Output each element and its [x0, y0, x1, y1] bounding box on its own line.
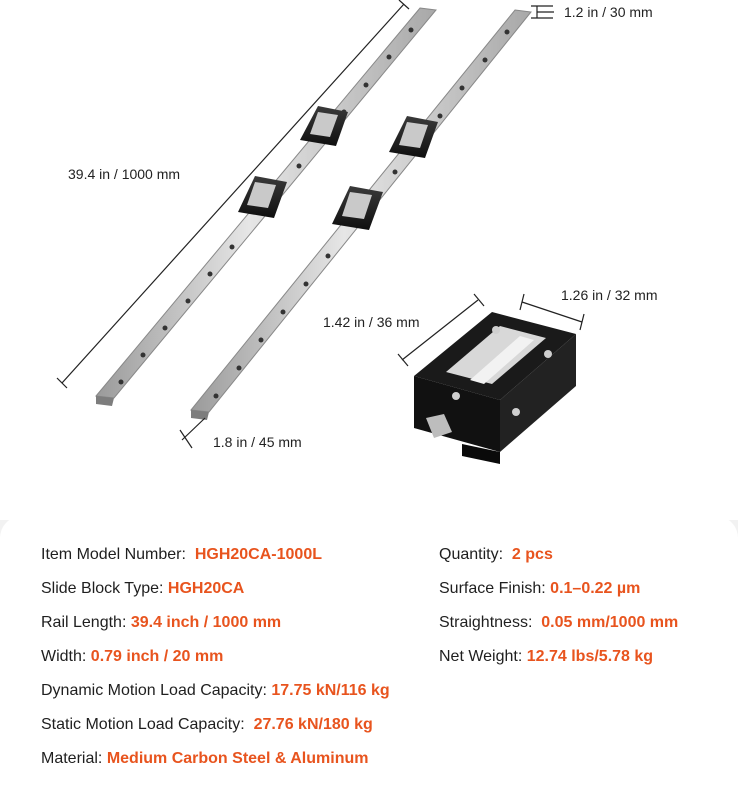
spec-straightness-label: Straightness: — [439, 614, 533, 631]
slide-block-detail — [414, 312, 576, 464]
spec-width — [41, 648, 223, 666]
spec-material-label: Material: — [41, 750, 103, 767]
spec-static-load-value: 27.76 kN/180 kg — [253, 716, 373, 733]
spec-block-type-label: Slide Block Type: — [41, 580, 164, 597]
spec-model-value: HGH20CA-1000L — [194, 546, 322, 563]
spec-net-weight-label: Net Weight: — [439, 648, 523, 665]
spec-material — [41, 750, 368, 768]
spec-net-weight — [439, 648, 653, 666]
spec-dynamic-load — [41, 682, 390, 700]
rail-width-dimension: 1.8 in / 45 mm — [213, 434, 302, 450]
spec-width-label: Width: — [41, 648, 87, 665]
block-width-dimension: 1.26 in / 32 mm — [561, 287, 658, 303]
spec-quantity-label: Quantity: — [439, 546, 504, 563]
spec-block-type — [41, 580, 244, 598]
spec-model — [41, 546, 322, 564]
block-length-dimension: 1.42 in / 36 mm — [323, 314, 420, 330]
spec-card — [0, 516, 738, 800]
spec-straightness-value: 0.05 mm/1000 mm — [541, 614, 679, 631]
spec-surface-finish-label: Surface Finish: — [439, 580, 546, 597]
slide-block-2b — [332, 186, 383, 230]
spec-surface-finish — [439, 580, 640, 598]
spec-net-weight-value: 12.74 lbs/5.78 kg — [526, 648, 654, 665]
slide-block-2a — [389, 116, 438, 158]
slide-block-1b — [238, 176, 287, 218]
spec-rail-length-label: Rail Length: — [41, 614, 127, 631]
spec-dynamic-load-label: Dynamic Motion Load Capacity: — [41, 682, 267, 699]
spec-static-load-label: Static Motion Load Capacity: — [41, 716, 245, 733]
spec-dynamic-load-value: 17.75 kN/116 kg — [271, 682, 390, 699]
spec-block-type-value: HGH20CA — [167, 580, 245, 597]
spec-model-label: Item Model Number: — [41, 546, 186, 563]
spec-straightness — [439, 614, 678, 632]
spec-material-value: Medium Carbon Steel & Aluminum — [106, 750, 369, 767]
spec-surface-finish-value: 0.1–0.22 µm — [550, 580, 641, 597]
rail-height-dimension: 1.2 in / 30 mm — [564, 4, 653, 20]
spec-quantity — [439, 546, 553, 564]
spec-width-value: 0.79 inch / 20 mm — [90, 648, 224, 665]
spec-static-load — [41, 716, 373, 734]
spec-rail-length — [41, 614, 281, 632]
spec-quantity-value: 2 pcs — [511, 546, 553, 563]
spec-rail-length-value: 39.4 inch / 1000 mm — [130, 614, 282, 631]
rail-length-dimension: 39.4 in / 1000 mm — [68, 166, 181, 182]
